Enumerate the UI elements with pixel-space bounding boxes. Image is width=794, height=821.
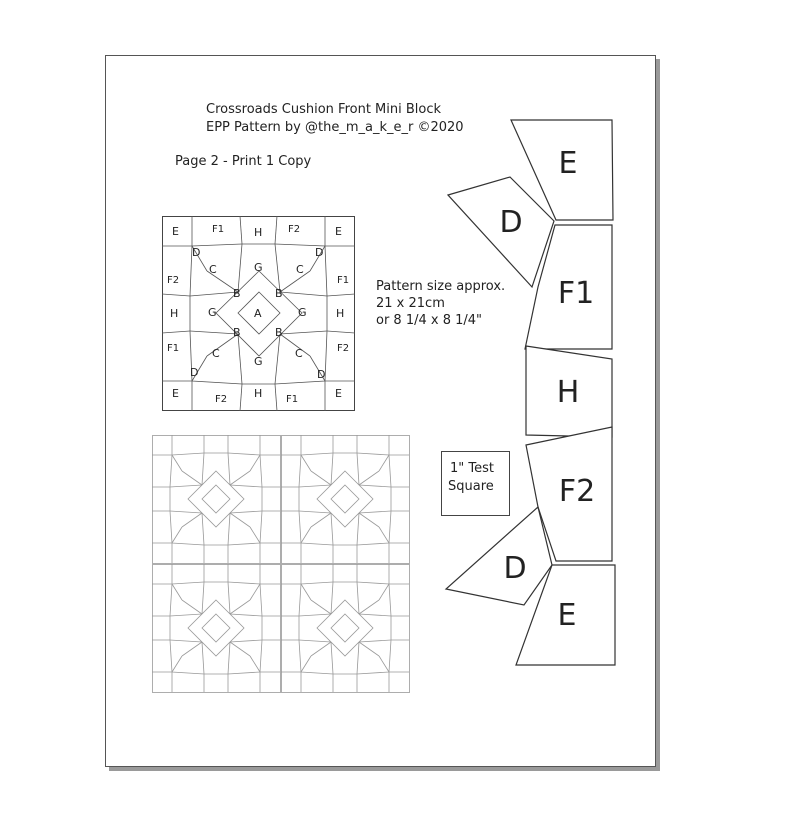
label-f2: F2 xyxy=(215,394,228,405)
label-a: A xyxy=(254,307,262,320)
pattern-size-line2: 21 x 21cm xyxy=(376,296,445,311)
label-f1: F1 xyxy=(212,224,225,235)
pattern-size-line3: or 8 1/4 x 8 1/4" xyxy=(376,313,483,328)
label-e: E xyxy=(335,225,342,238)
label-f2: F2 xyxy=(167,275,180,286)
label-h: H xyxy=(336,307,345,320)
template-d-bottom xyxy=(446,507,552,605)
template-label-e-bottom: E xyxy=(557,598,577,633)
label-h: H xyxy=(254,387,263,400)
label-b: B xyxy=(275,287,283,300)
test-square-label-line2: Square xyxy=(448,479,494,494)
pattern-title: Crossroads Cushion Front Mini Block xyxy=(206,102,442,117)
template-label-h: H xyxy=(556,375,580,410)
label-h: H xyxy=(170,307,179,320)
label-f1: F1 xyxy=(337,275,350,286)
label-g: G xyxy=(254,261,263,274)
label-g: G xyxy=(254,355,263,368)
label-f2: F2 xyxy=(288,224,301,235)
full-size-templates xyxy=(440,115,620,670)
label-d: D xyxy=(315,246,324,259)
label-b: B xyxy=(233,326,241,339)
template-label-f1: F1 xyxy=(557,276,595,311)
label-f2: F2 xyxy=(337,343,350,354)
label-e: E xyxy=(335,387,342,400)
page-note: Page 2 - Print 1 Copy xyxy=(175,154,312,169)
label-e: E xyxy=(172,387,179,400)
labeled-block-diagram xyxy=(162,216,356,412)
label-h: H xyxy=(254,226,263,239)
template-label-f2: F2 xyxy=(558,474,596,509)
label-d: D xyxy=(317,368,326,381)
label-c: C xyxy=(209,263,217,276)
label-d: D xyxy=(192,246,201,259)
template-label-d-bottom: D xyxy=(503,551,527,586)
pattern-size-line1: Pattern size approx. xyxy=(376,279,506,294)
label-g: G xyxy=(298,306,307,319)
label-e: E xyxy=(172,225,179,238)
tiled-block-preview xyxy=(152,435,411,694)
label-d: D xyxy=(190,366,199,379)
label-f1: F1 xyxy=(167,343,180,354)
pattern-credit: EPP Pattern by @the_m_a_k_e_r ©2020 xyxy=(206,120,464,135)
label-c: C xyxy=(295,347,303,360)
label-c: C xyxy=(212,347,220,360)
label-b: B xyxy=(233,287,241,300)
label-b: B xyxy=(275,326,283,339)
template-label-e-top: E xyxy=(558,146,578,181)
template-label-d-top: D xyxy=(499,205,523,240)
label-c: C xyxy=(296,263,304,276)
label-f1: F1 xyxy=(286,394,299,405)
label-g: G xyxy=(208,306,217,319)
test-square-label-line1: 1" Test xyxy=(450,461,494,476)
